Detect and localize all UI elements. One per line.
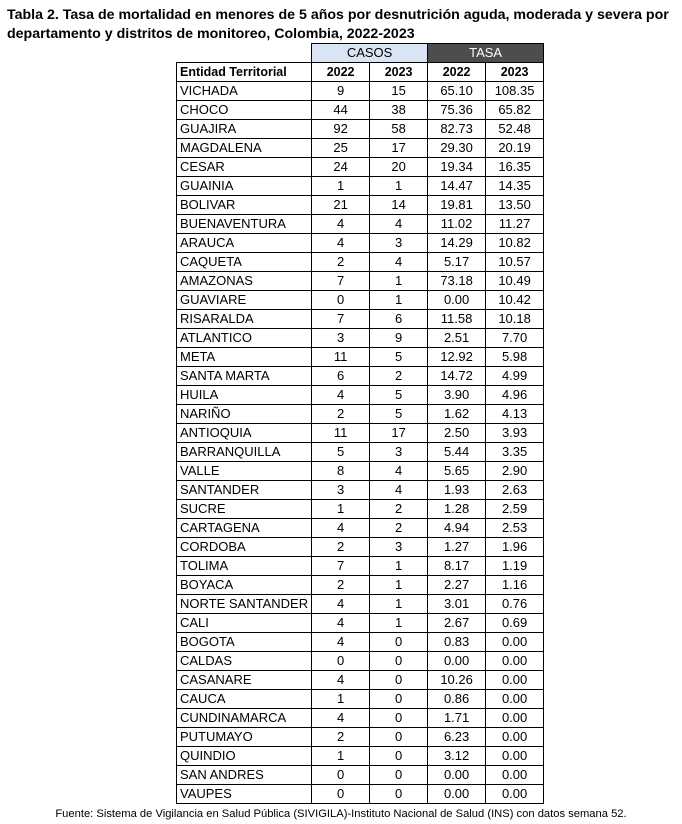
tasa-2022-cell: 14.47 — [428, 177, 486, 196]
table-row — [177, 519, 544, 538]
casos-2022-cell: 4 — [312, 595, 370, 614]
entidad-cell: BOLIVAR — [177, 196, 312, 215]
tasa-2023-cell: 11.27 — [486, 215, 544, 234]
table-row — [177, 367, 544, 386]
casos-2023-cell: 0 — [370, 690, 428, 709]
table-row — [177, 728, 544, 747]
casos-2023-cell: 15 — [370, 82, 428, 101]
casos-2022-cell: 1 — [312, 500, 370, 519]
tasa-2022-cell: 2.51 — [428, 329, 486, 348]
tasa-2023-cell: 0.00 — [486, 766, 544, 785]
tasa-2022-cell: 14.29 — [428, 234, 486, 253]
casos-2023-header: 2023 — [370, 63, 428, 82]
casos-2022-cell: 7 — [312, 272, 370, 291]
casos-2023-cell: 5 — [370, 386, 428, 405]
entidad-cell: ARAUCA — [177, 234, 312, 253]
tasa-2022-cell: 0.00 — [428, 785, 486, 804]
casos-2023-cell: 0 — [370, 709, 428, 728]
casos-2022-cell: 7 — [312, 557, 370, 576]
casos-2023-cell: 2 — [370, 367, 428, 386]
casos-2023-cell: 38 — [370, 101, 428, 120]
tasa-2022-cell: 19.81 — [428, 196, 486, 215]
casos-2022-cell: 4 — [312, 519, 370, 538]
tasa-2022-cell: 75.36 — [428, 101, 486, 120]
entidad-cell: TOLIMA — [177, 557, 312, 576]
tasa-2023-cell: 14.35 — [486, 177, 544, 196]
tasa-2023-cell: 108.35 — [486, 82, 544, 101]
table-row — [177, 177, 544, 196]
table-row — [177, 272, 544, 291]
tasa-2023-cell: 52.48 — [486, 120, 544, 139]
table-row — [177, 253, 544, 272]
table-row — [177, 139, 544, 158]
table-row — [177, 652, 544, 671]
group-header-row — [177, 44, 544, 63]
table-row — [177, 158, 544, 177]
casos-2023-cell: 0 — [370, 747, 428, 766]
tasa-2023-cell: 65.82 — [486, 101, 544, 120]
entidad-cell: CALI — [177, 614, 312, 633]
casos-2022-cell: 0 — [312, 291, 370, 310]
casos-2022-cell: 4 — [312, 614, 370, 633]
casos-2023-cell: 1 — [370, 272, 428, 291]
casos-2022-cell: 0 — [312, 785, 370, 804]
tasa-2022-cell: 3.01 — [428, 595, 486, 614]
table-row — [177, 462, 544, 481]
table-row — [177, 443, 544, 462]
tasa-2022-cell: 0.00 — [428, 652, 486, 671]
casos-2023-cell: 17 — [370, 424, 428, 443]
tasa-2023-cell: 10.57 — [486, 253, 544, 272]
entidad-cell: META — [177, 348, 312, 367]
casos-2022-cell: 92 — [312, 120, 370, 139]
tasa-2022-cell: 1.71 — [428, 709, 486, 728]
casos-2023-cell: 0 — [370, 728, 428, 747]
tasa-group-header: TASA — [428, 44, 544, 63]
tasa-2023-cell: 1.19 — [486, 557, 544, 576]
tasa-2023-cell: 10.49 — [486, 272, 544, 291]
tasa-2022-cell: 14.72 — [428, 367, 486, 386]
entidad-cell: BARRANQUILLA — [177, 443, 312, 462]
casos-2023-cell: 6 — [370, 310, 428, 329]
casos-2023-cell: 0 — [370, 766, 428, 785]
tasa-2022-header: 2022 — [428, 63, 486, 82]
casos-2023-cell: 1 — [370, 291, 428, 310]
tasa-2022-cell: 6.23 — [428, 728, 486, 747]
casos-group-header: CASOS — [312, 44, 428, 63]
tasa-2022-cell: 4.94 — [428, 519, 486, 538]
tasa-2022-cell: 1.93 — [428, 481, 486, 500]
tasa-2022-cell: 29.30 — [428, 139, 486, 158]
tasa-2022-cell: 0.00 — [428, 766, 486, 785]
casos-2022-cell: 2 — [312, 538, 370, 557]
tasa-2022-cell: 82.73 — [428, 120, 486, 139]
casos-2023-cell: 5 — [370, 405, 428, 424]
table-row — [177, 766, 544, 785]
tasa-2022-cell: 0.00 — [428, 291, 486, 310]
casos-2022-cell: 2 — [312, 576, 370, 595]
casos-2022-cell: 8 — [312, 462, 370, 481]
table-row — [177, 747, 544, 766]
entidad-cell: ATLANTICO — [177, 329, 312, 348]
casos-2023-cell: 9 — [370, 329, 428, 348]
tasa-2023-cell: 16.35 — [486, 158, 544, 177]
casos-2022-cell: 11 — [312, 348, 370, 367]
table-row — [177, 215, 544, 234]
casos-2023-cell: 2 — [370, 519, 428, 538]
tasa-2022-cell: 8.17 — [428, 557, 486, 576]
tasa-2023-header: 2023 — [486, 63, 544, 82]
tasa-2022-cell: 10.26 — [428, 671, 486, 690]
tasa-2023-cell: 1.16 — [486, 576, 544, 595]
tasa-2022-cell: 5.65 — [428, 462, 486, 481]
tasa-2023-cell: 0.00 — [486, 747, 544, 766]
casos-2022-header: 2022 — [312, 63, 370, 82]
casos-2022-cell: 1 — [312, 690, 370, 709]
tasa-2023-cell: 2.59 — [486, 500, 544, 519]
source-note: Fuente: Sistema de Vigilancia en Salud Pública (SIVIGILA)-Instituto Nacional de Salud (INS) con datos semana 52. — [55, 808, 627, 820]
casos-2022-cell: 9 — [312, 82, 370, 101]
tasa-2022-cell: 2.67 — [428, 614, 486, 633]
table-row — [177, 690, 544, 709]
tasa-2023-cell: 20.19 — [486, 139, 544, 158]
table-row — [177, 557, 544, 576]
table-row — [177, 329, 544, 348]
casos-2022-cell: 6 — [312, 367, 370, 386]
entidad-cell: PUTUMAYO — [177, 728, 312, 747]
casos-2022-cell: 25 — [312, 139, 370, 158]
tasa-2023-cell: 1.96 — [486, 538, 544, 557]
table-row — [177, 234, 544, 253]
casos-2022-cell: 21 — [312, 196, 370, 215]
table-row — [177, 538, 544, 557]
casos-2022-cell: 4 — [312, 633, 370, 652]
tasa-2022-cell: 65.10 — [428, 82, 486, 101]
casos-2023-cell: 4 — [370, 462, 428, 481]
casos-2023-cell: 1 — [370, 595, 428, 614]
casos-2023-cell: 4 — [370, 481, 428, 500]
tasa-2022-cell: 1.62 — [428, 405, 486, 424]
casos-2023-cell: 3 — [370, 234, 428, 253]
casos-2023-cell: 4 — [370, 253, 428, 272]
entidad-cell: CAQUETA — [177, 253, 312, 272]
casos-2022-cell: 2 — [312, 728, 370, 747]
table-row — [177, 633, 544, 652]
casos-2022-cell: 4 — [312, 234, 370, 253]
casos-2023-cell: 14 — [370, 196, 428, 215]
tasa-2022-cell: 0.83 — [428, 633, 486, 652]
tasa-2023-cell: 0.00 — [486, 728, 544, 747]
casos-2023-cell: 1 — [370, 576, 428, 595]
table-row — [177, 348, 544, 367]
tasa-2023-cell: 5.98 — [486, 348, 544, 367]
entidad-cell: CASANARE — [177, 671, 312, 690]
tasa-2023-cell: 0.00 — [486, 671, 544, 690]
casos-2022-cell: 5 — [312, 443, 370, 462]
table-row — [177, 576, 544, 595]
entidad-cell: CESAR — [177, 158, 312, 177]
tasa-2023-cell: 3.93 — [486, 424, 544, 443]
tasa-2023-cell: 4.99 — [486, 367, 544, 386]
entidad-cell: VAUPES — [177, 785, 312, 804]
table-row — [177, 291, 544, 310]
table-row — [177, 310, 544, 329]
entidad-cell: GUAJIRA — [177, 120, 312, 139]
tasa-2022-cell: 0.86 — [428, 690, 486, 709]
casos-2022-cell: 3 — [312, 329, 370, 348]
entidad-cell: SANTA MARTA — [177, 367, 312, 386]
casos-2022-cell: 0 — [312, 652, 370, 671]
entidad-cell: MAGDALENA — [177, 139, 312, 158]
tasa-2023-cell: 10.18 — [486, 310, 544, 329]
casos-2022-cell: 4 — [312, 709, 370, 728]
tasa-2023-cell: 0.00 — [486, 709, 544, 728]
tasa-2023-cell: 3.35 — [486, 443, 544, 462]
tasa-2022-cell: 12.92 — [428, 348, 486, 367]
table-row — [177, 82, 544, 101]
casos-2022-cell: 3 — [312, 481, 370, 500]
table-row — [177, 709, 544, 728]
table-row — [177, 386, 544, 405]
tasa-2022-cell: 73.18 — [428, 272, 486, 291]
casos-2022-cell: 2 — [312, 405, 370, 424]
tasa-2023-cell: 4.13 — [486, 405, 544, 424]
tasa-2023-cell: 0.76 — [486, 595, 544, 614]
entidad-cell: CUNDINAMARCA — [177, 709, 312, 728]
table-body — [177, 82, 544, 804]
entidad-cell: CAUCA — [177, 690, 312, 709]
entidad-cell: ANTIOQUIA — [177, 424, 312, 443]
entidad-cell: VICHADA — [177, 82, 312, 101]
mortality-table — [176, 43, 544, 804]
casos-2022-cell: 11 — [312, 424, 370, 443]
table-row — [177, 595, 544, 614]
entidad-cell: HUILA — [177, 386, 312, 405]
entidad-cell: AMAZONAS — [177, 272, 312, 291]
entidad-cell: VALLE — [177, 462, 312, 481]
tasa-2022-cell: 2.27 — [428, 576, 486, 595]
tasa-2023-cell: 2.63 — [486, 481, 544, 500]
casos-2022-cell: 1 — [312, 177, 370, 196]
tasa-2023-cell: 10.42 — [486, 291, 544, 310]
casos-2023-cell: 0 — [370, 633, 428, 652]
casos-2023-cell: 2 — [370, 500, 428, 519]
tasa-2023-cell: 0.00 — [486, 633, 544, 652]
entidad-cell: SANTANDER — [177, 481, 312, 500]
tasa-2022-cell: 5.17 — [428, 253, 486, 272]
tasa-2023-cell: 0.69 — [486, 614, 544, 633]
casos-2022-cell: 4 — [312, 671, 370, 690]
casos-2023-cell: 0 — [370, 652, 428, 671]
tasa-2023-cell: 7.70 — [486, 329, 544, 348]
entidad-cell: GUAINIA — [177, 177, 312, 196]
tasa-2023-cell: 0.00 — [486, 785, 544, 804]
tasa-2023-cell: 0.00 — [486, 690, 544, 709]
casos-2023-cell: 1 — [370, 177, 428, 196]
casos-2023-cell: 3 — [370, 443, 428, 462]
casos-2022-cell: 44 — [312, 101, 370, 120]
entidad-cell: CORDOBA — [177, 538, 312, 557]
casos-2022-cell: 2 — [312, 253, 370, 272]
entidad-cell: QUINDIO — [177, 747, 312, 766]
tasa-2022-cell: 1.28 — [428, 500, 486, 519]
casos-2022-cell: 24 — [312, 158, 370, 177]
casos-2023-cell: 1 — [370, 614, 428, 633]
entidad-cell: BUENAVENTURA — [177, 215, 312, 234]
tasa-2022-cell: 5.44 — [428, 443, 486, 462]
blank-header-cell — [177, 44, 312, 63]
tasa-2022-cell: 3.90 — [428, 386, 486, 405]
table-row — [177, 481, 544, 500]
casos-2023-cell: 20 — [370, 158, 428, 177]
tasa-2023-cell: 2.90 — [486, 462, 544, 481]
tasa-2023-cell: 13.50 — [486, 196, 544, 215]
table-row — [177, 614, 544, 633]
table-row — [177, 101, 544, 120]
casos-2023-cell: 0 — [370, 671, 428, 690]
tasa-2023-cell: 10.82 — [486, 234, 544, 253]
entidad-cell: GUAVIARE — [177, 291, 312, 310]
table-title: Tabla 2. Tasa de mortalidad en menores de 5 años por desnutrición aguda, moderada y severa por departamento y distritos de monitoreo, Colombia, 2022-2023 — [7, 7, 669, 42]
casos-2022-cell: 4 — [312, 215, 370, 234]
casos-2022-cell: 0 — [312, 766, 370, 785]
entidad-cell: BOYACA — [177, 576, 312, 595]
entidad-cell: CHOCO — [177, 101, 312, 120]
casos-2022-cell: 1 — [312, 747, 370, 766]
table-row — [177, 120, 544, 139]
casos-2023-cell: 1 — [370, 557, 428, 576]
table-row — [177, 785, 544, 804]
tasa-2023-cell: 0.00 — [486, 652, 544, 671]
casos-2022-cell: 4 — [312, 386, 370, 405]
entidad-cell: NARIÑO — [177, 405, 312, 424]
table-row — [177, 405, 544, 424]
entidad-cell: NORTE SANTANDER — [177, 595, 312, 614]
table-row — [177, 196, 544, 215]
casos-2023-cell: 4 — [370, 215, 428, 234]
table-row — [177, 424, 544, 443]
tasa-2022-cell: 19.34 — [428, 158, 486, 177]
tasa-2022-cell: 11.58 — [428, 310, 486, 329]
tasa-2023-cell: 2.53 — [486, 519, 544, 538]
casos-2023-cell: 58 — [370, 120, 428, 139]
entidad-column-header: Entidad Territorial — [177, 63, 312, 82]
tasa-2022-cell: 3.12 — [428, 747, 486, 766]
casos-2023-cell: 5 — [370, 348, 428, 367]
entidad-cell: RISARALDA — [177, 310, 312, 329]
casos-2022-cell: 7 — [312, 310, 370, 329]
tasa-2022-cell: 1.27 — [428, 538, 486, 557]
entidad-cell: CARTAGENA — [177, 519, 312, 538]
column-header-row — [177, 63, 544, 82]
tasa-2022-cell: 2.50 — [428, 424, 486, 443]
table-row — [177, 500, 544, 519]
tasa-2022-cell: 11.02 — [428, 215, 486, 234]
tasa-2023-cell: 4.96 — [486, 386, 544, 405]
casos-2023-cell: 17 — [370, 139, 428, 158]
entidad-cell: BOGOTA — [177, 633, 312, 652]
entidad-cell: CALDAS — [177, 652, 312, 671]
casos-2023-cell: 3 — [370, 538, 428, 557]
casos-2023-cell: 0 — [370, 785, 428, 804]
entidad-cell: SAN ANDRES — [177, 766, 312, 785]
table-row — [177, 671, 544, 690]
entidad-cell: SUCRE — [177, 500, 312, 519]
